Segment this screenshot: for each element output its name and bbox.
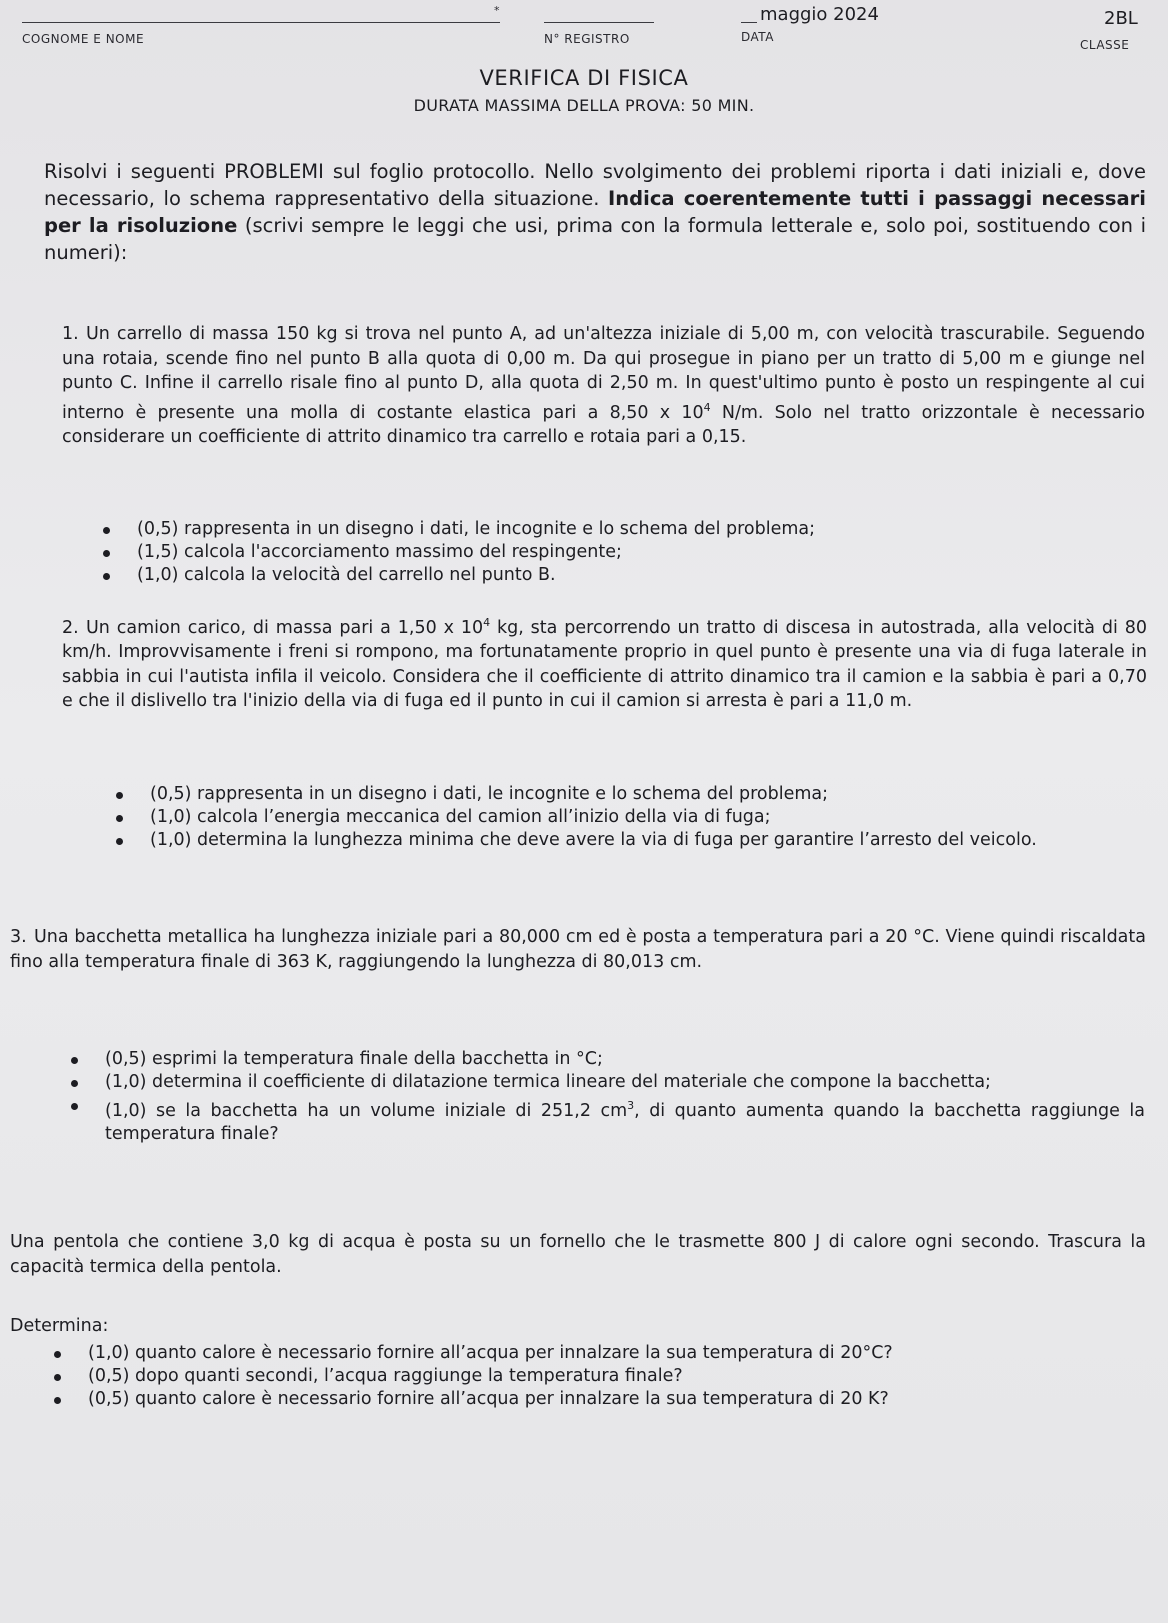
- instructions: [44, 158, 1146, 266]
- instructions-part2: (scrivi sempre le leggi che usi, prima con la formula letterale e, solo poi, sostituendo con i numeri):: [44, 214, 1146, 264]
- problem-4: [10, 1230, 1146, 1279]
- problem-1-question: (1,5) calcola l'accorciamento massimo del respingente;: [137, 541, 1137, 564]
- register-label: N° REGISTRO: [544, 32, 630, 46]
- problem-2-text-b: kg, sta percorrendo un tratto di discesa in autostrada, alla velocità di 80 km/h. Improvvisamente i freni si rompono, ma fortunatamente proprio in quel punto è presente una via di fuga laterale in sabbia in cui l'autista infila il veicolo. Considera che il coefficiente di attrito dinamico tra il camion e la sabbia è pari a 0,70 e che il dislivello tra l'inizio della via di fuga ed il punto in cui il camion si arresta è pari a 11,0 m.: [62, 617, 1147, 712]
- determina-label: Determina:: [10, 1316, 109, 1336]
- class-label: CLASSE: [1080, 38, 1130, 52]
- problem-2: [62, 611, 1147, 714]
- problem-3-question: (1,0) determina il coefficiente di dilatazione termica lineare del materiale che compone la bacchetta;: [105, 1071, 1145, 1094]
- problem-3-exponent: 3: [627, 1099, 635, 1112]
- problem-3-number: 3.: [10, 927, 27, 947]
- problem-1-question: (0,5) rappresenta in un disegno i dati, le incognite e lo schema del problema;: [137, 518, 1137, 541]
- problem-2-question: (0,5) rappresenta in un disegno i dati, le incognite e lo schema del problema;: [150, 783, 1142, 806]
- problem-2-text-a: Un camion carico, di massa pari a 1,50 x 10: [86, 617, 484, 638]
- register-line: [544, 22, 654, 23]
- exam-title: VERIFICA DI FISICA: [479, 66, 689, 90]
- exam-duration: DURATA MASSIMA DELLA PROVA: 50 MIN.: [413, 96, 755, 115]
- header-mark: *: [494, 4, 500, 17]
- instructions-bold: Indica coerentemente tutti i passaggi necessari per la risoluzione: [44, 187, 1146, 237]
- problem-2-exponent: 4: [483, 616, 491, 629]
- problem-4-text: Una pentola che contiene 3,0 kg di acqua è posta su un fornello che le trasmette 800 J di calore ogni secondo. Trascura la capacità termica della pentola.: [10, 1232, 1146, 1277]
- problem-2-question: (1,0) determina la lunghezza minima che deve avere la via di fuga per garantire l’arresto del veicolo.: [150, 829, 1142, 852]
- problem-3-questions: [105, 1048, 1145, 1146]
- problem-1-questions: [137, 518, 1137, 587]
- name-line: [22, 22, 500, 23]
- problem-3-text: Una bacchetta metallica ha lunghezza iniziale pari a 80,000 cm ed è posta a temperatura pari a 20 °C. Viene quindi riscaldata fino alla temperatura finale di 363 K, raggiungendo la lunghezza di 80,013 cm.: [10, 927, 1146, 972]
- date-label: DATA: [741, 30, 774, 44]
- problem-1-question: (1,0) calcola la velocità del carrello nel punto B.: [137, 564, 1137, 587]
- problem-4-question: (0,5) dopo quanti secondi, l’acqua raggiunge la temperatura finale?: [88, 1365, 1148, 1388]
- problem-1-exponent: 4: [703, 400, 711, 414]
- problem-4-question: (0,5) quanto calore è necessario fornire all’acqua per innalzare la sua temperatura di 20 K?: [88, 1388, 1148, 1411]
- problem-3: [10, 925, 1146, 974]
- problem-1: [62, 322, 1145, 449]
- problem-1-text-a: Un carrello di massa 150 kg si trova nel punto A, ad un'altezza iniziale di 5,00 m, con velocità trascurabile. Seguendo una rotaia, scende fino nel punto B alla quota di 0,00 m. Da qui prosegue in piano per un tratto di 5,00 m e giunge nel punto C. Infine il carrello risale fino al punto D, alla quota di 2,50 m. In quest'ultimo punto è posto un respingente al cui interno è presente una molla di costante elastica pari a 8,50 x 10: [62, 324, 1145, 423]
- problem-4-question: (1,0) quanto calore è necessario fornire all’acqua per innalzare la sua temperatura di 20°C?: [88, 1342, 1148, 1365]
- problem-2-questions: [150, 783, 1142, 852]
- problem-2-question: (1,0) calcola l’energia meccanica del camion all’inizio della via di fuga;: [150, 806, 1142, 829]
- date-line: [741, 22, 757, 23]
- problem-3-question-3a: (1,0) se la bacchetta ha un volume iniziale di 251,2 cm: [105, 1100, 628, 1121]
- class-value: 2BL: [1104, 8, 1138, 29]
- date-value: maggio 2024: [760, 4, 879, 25]
- problem-1-number: 1.: [62, 324, 79, 344]
- problem-3-question-3b: , di quanto aumenta quando la bacchetta raggiunge la temperatura finale?: [105, 1100, 1145, 1144]
- problem-2-number: 2.: [62, 617, 79, 638]
- problem-3-question: (0,5) esprimi la temperatura finale della bacchetta in °C;: [105, 1048, 1145, 1071]
- name-label: COGNOME E NOME: [22, 32, 145, 46]
- instructions-part1: Risolvi i seguenti PROBLEMI sul foglio protocollo. Nello svolgimento dei problemi riporta i dati iniziali e, dove necessario, lo schema rappresentativo della situazione.: [44, 160, 1146, 210]
- problem-1-text-b: N/m. Solo nel tratto orizzontale è necessario considerare un coefficiente di attrito dinamico tra carrello e rotaia pari a 0,15.: [62, 402, 1146, 447]
- problem-3-question: [105, 1094, 1145, 1146]
- problem-4-questions: [88, 1342, 1148, 1411]
